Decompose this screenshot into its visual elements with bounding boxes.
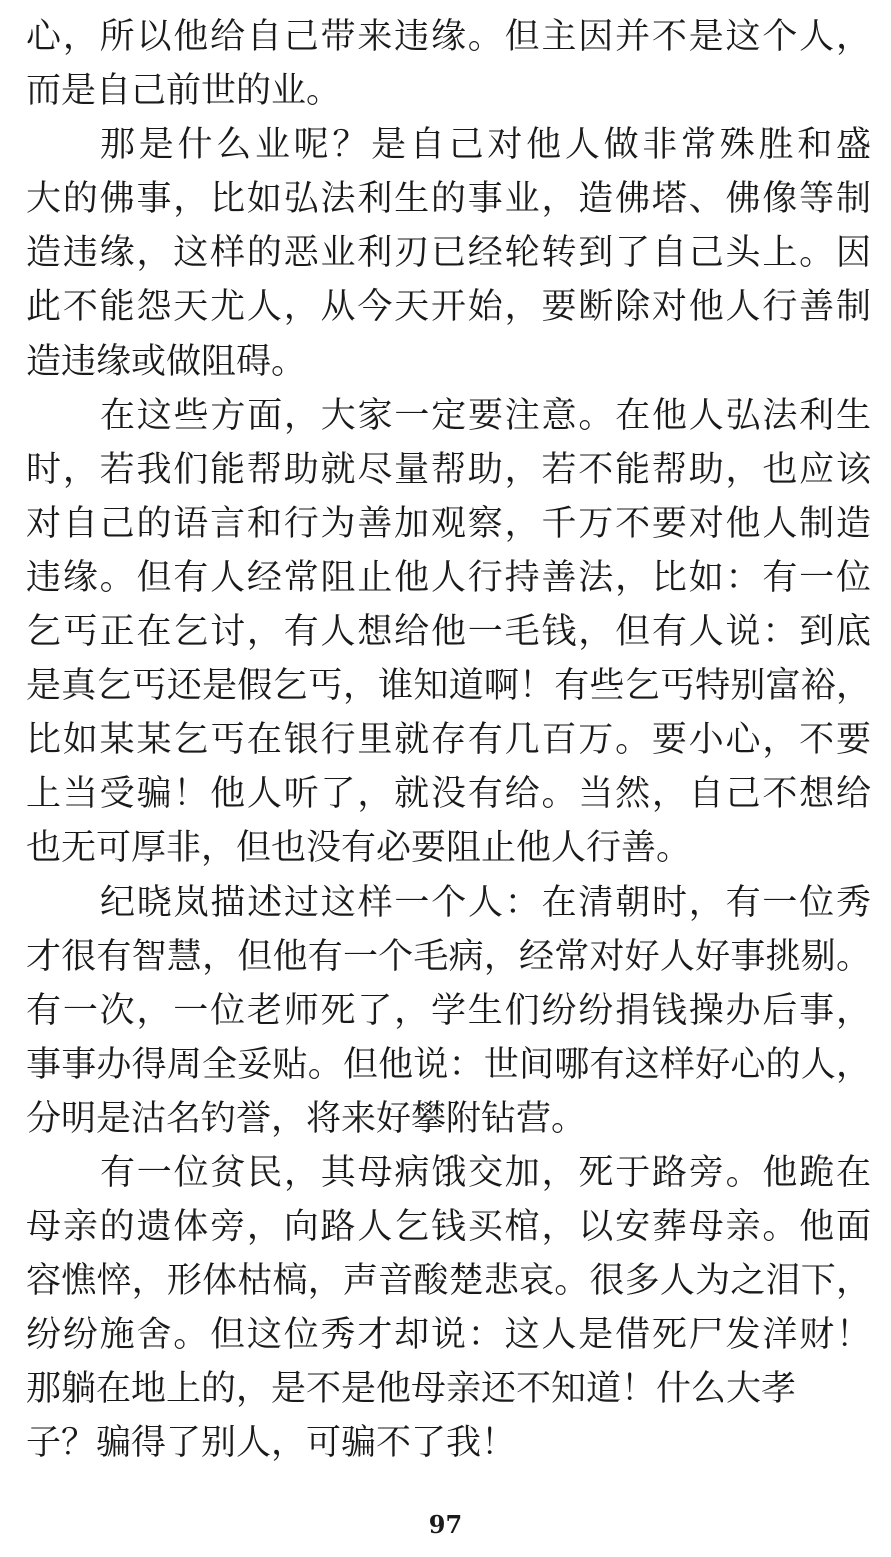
text-line: 而是自己前世的业。: [26, 71, 342, 112]
text-line: 违缘。但有人经常阻止他人行持善法，比如：有一位: [26, 557, 871, 598]
text-line: 时，若我们能帮助就尽量帮助，若不能帮助，也应该: [26, 449, 871, 490]
text-line: 此不能怨天尤人，从今天开始，要断除对他人行善制: [26, 287, 871, 328]
text-line: 那是什么业呢？是自己对他人做非常殊胜和盛: [100, 125, 871, 166]
text-line: 造违缘，这样的恶业利刃已经轮转到了自己头上。因: [26, 233, 871, 274]
page-number: 97: [428, 1510, 463, 1539]
text-line: 比如某某乞丐在银行里就存有几百万。要小心，不要: [26, 720, 871, 761]
text-line: 纪晓岚描述过这样一个人：在清朝时，有一位秀: [100, 882, 871, 923]
text-line: 心，所以他给自己带来违缘。但主因并不是这个人，: [26, 17, 871, 57]
text-line: 也无可厚非，但也没有必要阻止他人行善。: [26, 828, 692, 869]
text-line: 才很有智慧，但他有一个毛病，经常对好人好事挑剔。: [26, 936, 871, 977]
text-line: 上当受骗！他人听了，就没有给。当然，自己不想给: [26, 774, 871, 815]
text-line: 纷纷施舍。但这位秀才却说：这人是借死尸发洋财！: [26, 1315, 871, 1356]
text-line: 是真乞丐还是假乞丐，谁知道啊！有些乞丐特别富裕，: [26, 666, 871, 707]
text-line: 造违缘或做阻碍。: [26, 341, 307, 382]
text-line: 子？骗得了别人，可骗不了我！: [26, 1423, 517, 1464]
text-line: 事事办得周全妥贴。但他说：世间哪有这样好心的人，: [26, 1044, 871, 1085]
text-line: 容憔悴，形体枯槁，声音酸楚悲哀。很多人为之泪下，: [26, 1261, 871, 1302]
text-line: 对自己的语言和行为善加观察，千万不要对他人制造: [26, 503, 871, 544]
text-line: 那躺在地上的，是不是他母亲还不知道！什么大孝: [26, 1369, 797, 1410]
text-line: 大的佛事，比如弘法利生的事业，造佛塔、佛像等制: [26, 179, 871, 220]
text-line: 分明是沽名钓誉，将来好攀附钻营。: [26, 1098, 587, 1139]
body-text: [26, 10, 871, 1471]
text-line: 乞丐正在乞讨，有人想给他一毛钱，但有人说：到底: [26, 612, 871, 653]
text-line: 在这些方面，大家一定要注意。在他人弘法利生: [100, 395, 871, 436]
text-line: 母亲的遗体旁，向路人乞钱买棺，以安葬母亲。他面: [26, 1207, 871, 1248]
text-line: 有一位贫民，其母病饿交加，死于路旁。他跪在: [100, 1152, 871, 1193]
text-line: 有一次，一位老师死了，学生们纷纷捐钱操办后事，: [26, 990, 871, 1031]
